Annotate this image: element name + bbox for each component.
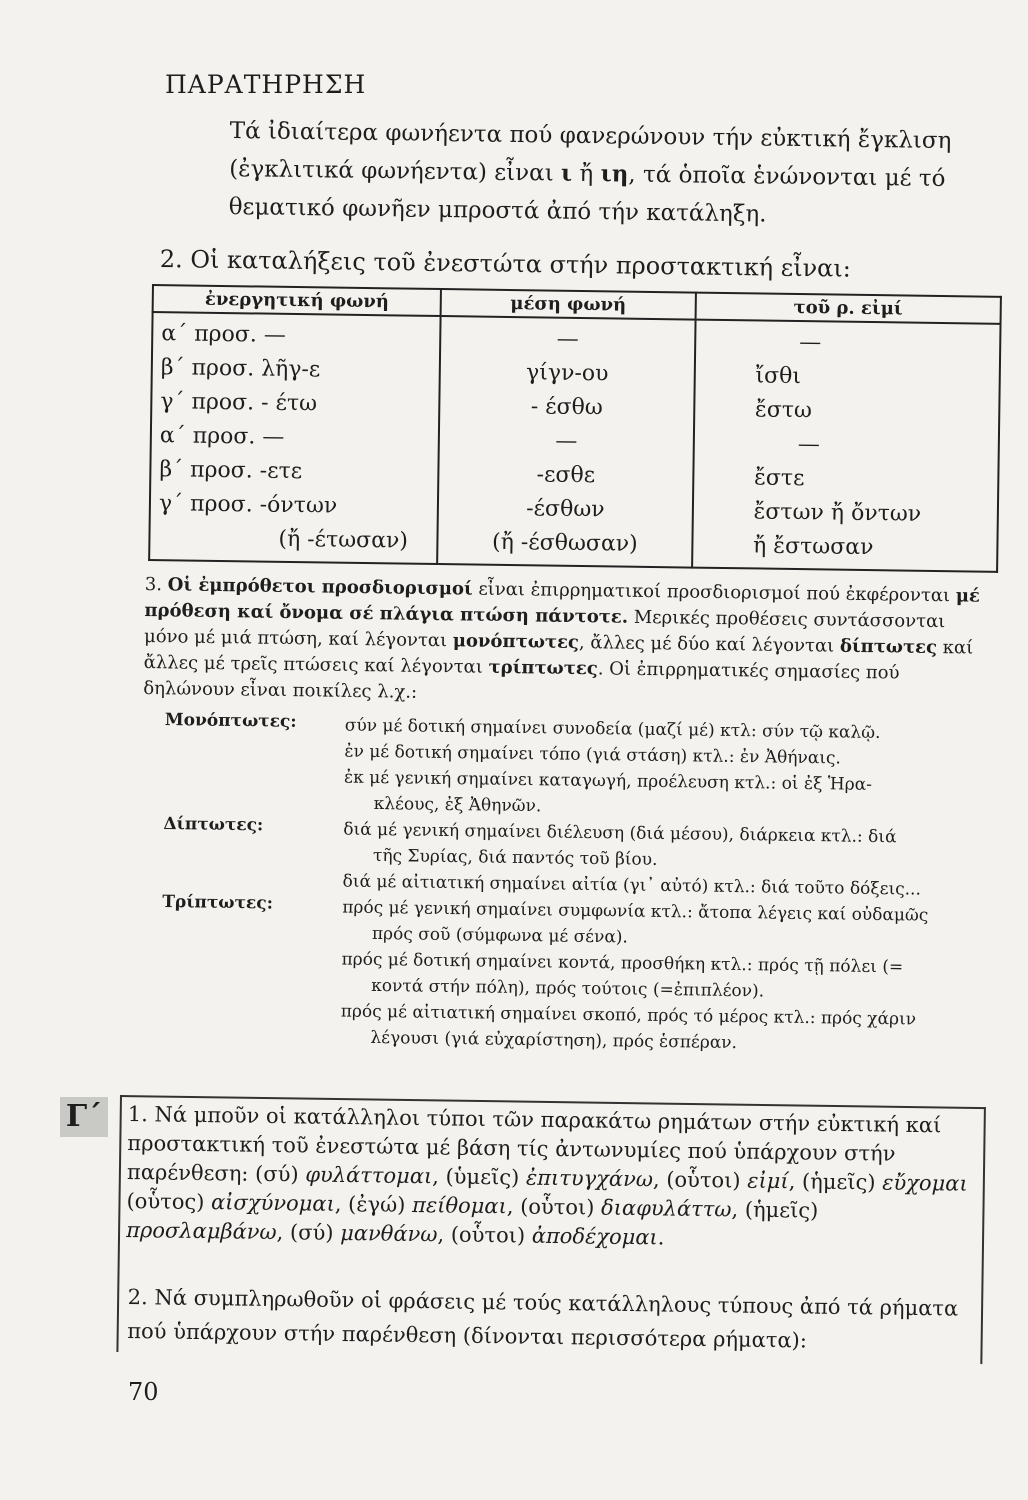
exercise-pronoun: (οὗτοι) [450,1222,532,1248]
exercise-verb: διαφυλάττω [600,1195,732,1222]
prepositions-by-case [160,710,1005,1060]
middle-voice-column [437,316,695,568]
note-text: Τά ἰδιαίτερα φωνήεντα πού φανερώνουν τήν εὐκτική ἔγκλιση (ἐγκλιτικά φωνήεντα) εἶναι [229,117,952,187]
term-diptotes: δίπτωτες [839,635,938,659]
eimi-row: — [799,330,822,356]
case-line: πρός μέ αἰτιατική σημαίνει σκοπό, πρός τό μέρος κτλ.: πρός χάριν [340,1001,917,1030]
header-active-voice: ἐνεργητική φωνή [153,285,442,316]
exercise-separator: . [657,1225,665,1250]
active-row: γ΄ προσ. -όντων [158,491,338,519]
section-3-text: . Οἱ ἐπιρρηματικές σημασίες πού δηλώνουν εἶναι ποικίλες λ.χ.: [143,658,900,703]
exercise-pronoun: (ὑμεῖς) [445,1164,527,1190]
imperative-endings-table [148,284,1002,573]
section-3-text: Μερικές προθέσεις συντάσσονται μόνο μέ μιά πτώση, καί λέγονται [143,606,946,652]
active-row: α΄ προσ. — [161,321,286,348]
case-line: κοντά στήν πόλη), πρός τούτοις (=ἐπιπλέον). [371,975,765,1002]
exercise-pronoun: (ἡμεῖς) [801,1169,883,1195]
eimi-row: ἔστων ἤ ὄντων [753,499,922,527]
section-3-text: εἶναι ἐπιρρηματικοί προσδιορισμοί πού ἐκφέρονται [472,578,956,607]
section-3-number: 3. [144,573,163,596]
active-row: (ἤ -έτωσαν) [278,526,409,554]
exercise-pronoun: (ἐγώ) [347,1192,413,1217]
case-line: πρός μέ δοτική σημαίνει κοντά, προσθήκη κτλ.: πρός τῇ πόλει (= [341,949,904,978]
eimi-column [692,320,1001,572]
exercise-verb: φυλάττομαι [305,1162,433,1189]
case-line: διά μέ αἰτιατική σημαίνει αἰτία (γι᾽ αὐτό) κτλ.: διά τοῦτο δόξεις... [342,871,922,900]
exercise-verb: αἰσχύνομαι [210,1190,335,1216]
page-number: 70 [128,1378,159,1406]
middle-row: (ἤ -έσθωσαν) [491,529,638,557]
exercise-verb: προσλαμβάνω [126,1217,277,1245]
case-line: σύν μέ δοτική σημαίνει συνοδεία (μαζί μέ) κτλ: σύν τῷ καλῷ. [344,715,881,743]
case-line: τῆς Συρίας, διά παντός τοῦ βίου. [372,845,658,870]
exercise-pronoun: (σύ) [289,1220,341,1245]
section-3-text: καί ἄλλες μέ τρεῖς πτώσεις καί λέγονται [143,637,974,678]
case-line: πρός μέ γενική σημαίνει συμφωνία κτλ.: ἄτοπα λέγεις καί οὐδαμῶς [342,897,929,926]
exercise-verb: πείθομαι [411,1192,507,1219]
exercise-pronoun: (σύ) [254,1161,306,1187]
header-middle-voice: μέση φωνή [441,289,696,320]
exercise-verb: ἀποδέχομαι [531,1223,658,1250]
middle-row: -έσθων [526,496,605,523]
term-triptotes: τρίπτωτες [488,656,598,680]
middle-row: -εσθε [536,462,596,489]
exercise-2: 2. Νά συμπληρωθοῦν οἱ φράσεις μέ τούς κατάλληλους τύπους ἀπό τά ρήματα πού ὑπάρχουν στήν παρένθεση (δίνονται περισσότερα ρήματα): [127,1284,959,1353]
section-3-text: , ἄλλες μέ δύο καί λέγονται [578,632,841,657]
case-line: πρός σοῦ (σύμφωνα μέ σένα). [371,923,629,948]
exercise-verb: μανθάνω [340,1220,438,1247]
eimi-row: ἔστε [753,465,805,492]
active-row: γ΄ προσ. - έτω [160,389,318,417]
exercise-verb: εἰμί [747,1168,789,1194]
case-line: διά μέ γενική σημαίνει διέλευση (διά μέσου), διάρκεια κτλ.: διά [343,819,897,848]
case-line: ἐν μέ δοτική σημαίνει τόπο (γιά στάση) κτλ.: ἐν Ἀθήναις. [344,741,842,769]
exercise-verb: εὔχομαι [882,1170,968,1196]
case-group-diptotes [162,814,1003,904]
header-eimi: τοῦ ρ. εἰμί [695,293,1001,324]
exercise-separator: , [788,1169,803,1194]
case-line: κλέους, ἐξ Ἀθηνῶν. [373,793,542,817]
term-monoptotes: μονόπτωτες [452,630,580,654]
case-label: Μονόπτωτες: [164,710,297,732]
eimi-row: ἴσθι [755,363,802,390]
case-label: Τρίπτωτες: [162,891,274,914]
exercise-verb: ἐπιτυγχάνω [525,1165,654,1192]
active-row: β΄ προσ. λῆγ-ε [160,355,321,383]
section-3-paragraph [143,572,995,714]
note-vowel-ie: ιη [600,160,629,188]
note-paragraph [228,112,1010,237]
exercise-separator: , [276,1220,291,1245]
case-line: λέγουσι (γιά εὐχαρίστηση), πρός ἑσπέραν. [370,1027,738,1054]
active-row: α΄ προσ. — [159,423,285,450]
case-group-triptotes [160,892,1002,1060]
middle-row: — [555,428,578,454]
case-group-monoptotes [164,710,1005,826]
exercise-pronoun: (οὗτος) [126,1188,212,1215]
exercise-1-intro: 1. Νά μποῦν οἱ κατάλληλοι τύποι τῶν παρακάτω ρημάτων στήν εὐκτική καί προστακτική τοῦ ἐνεστώτα μέ βάση τίς ἀντωνυμίες πού ὑπάρχουν στήν παρένθεση: [126,1101,942,1186]
active-row: β΄ προσ. -ετε [159,457,303,485]
middle-row: γίγν-ου [525,360,609,387]
eimi-row: ἔστω [754,397,813,424]
note-vowel-iota: ι [560,159,573,187]
exercise-separator: , [432,1164,446,1189]
active-voice-column [149,312,441,564]
section-gamma-marker: Γ΄ [60,1097,108,1137]
note-text-end: , τά ὁποῖα ἑνώνονται μέ τό θεματικό φωνῆεν μπροστά ἀπό τήν κατάληξη. [228,161,946,228]
eimi-row: ἤ ἔστωσαν [752,533,874,561]
middle-row: — [556,326,579,352]
case-line: ἐκ μέ γενική σημαίνει καταγωγή, προέλευση κτλ.: οἱ ἐξ Ἡρα- [343,767,873,795]
section-heading: ΠΑΡΑΤΗΡΗΣΗ [165,70,367,99]
note-or: ἤ [571,160,601,188]
exercise-separator: , [652,1167,667,1192]
term-prepositional-modifiers: Οἱ ἐμπρόθετοι προσδιορισμοί [167,574,473,600]
exercise-separator: , [437,1222,452,1247]
middle-row: - έσθω [530,394,604,421]
exercise-pronoun: (οὗτοι) [666,1167,748,1193]
exercise-1 [126,1100,978,1257]
exercise-pronoun: (ἡμεῖς) [744,1197,819,1223]
eimi-row: — [797,432,820,458]
section-2-title: 2. Οἱ καταλήξεις τοῦ ἐνεστώτα στήν προστακτική εἶναι: [159,245,852,283]
exercise-separator: , [334,1191,349,1217]
exercise-separator: , [506,1194,521,1219]
case-label: Δίπτωτες: [163,813,264,836]
exercise-separator: , [731,1197,746,1222]
exercise-pronoun: (οὗτοι) [519,1194,602,1220]
term-preposition-noun: μέ πρόθεση καί ὄνομα σέ πλάγια πτώση πάντοτε. [144,585,981,628]
